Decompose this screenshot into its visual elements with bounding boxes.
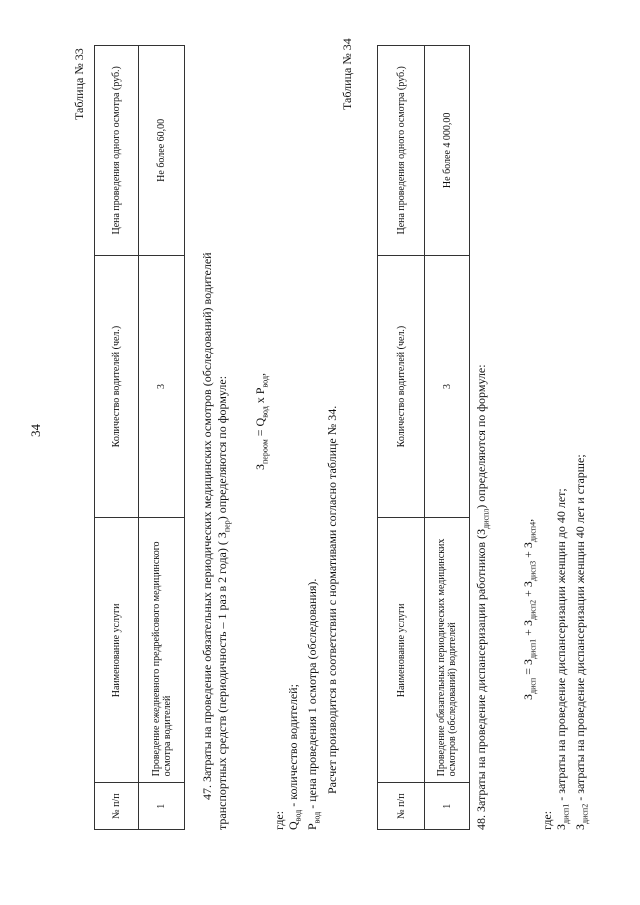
where47-calc: Расчет производится в соответствии с нормативами согласно таблице № 34. bbox=[324, 405, 339, 794]
table34-caption: Таблица № 34 bbox=[340, 38, 354, 110]
paragraph-47 bbox=[200, 252, 234, 830]
paragraph-48: 48. Затраты на проведение диспансеризации работников $(З_{диспл})$ определяются по формуле: bbox=[474, 364, 491, 830]
where48-item1: $З_{дисп1}$ - затраты на проведение диспансеризации женщин до 40 лет; bbox=[554, 488, 571, 830]
table33-cell-service: Проведение ежедневного предрейсового медицинского осмотра водителей bbox=[139, 518, 185, 783]
where-48 bbox=[540, 454, 593, 830]
table33-cell-price: Не более 60,00 bbox=[139, 46, 185, 256]
where47-p: $Р_{вод}$ - цена проведения 1 осмотра (обследования). bbox=[305, 578, 322, 830]
where47-label: где: bbox=[272, 810, 286, 830]
table34-cell-service: Проведение обязательных периодических медицинских осмотров (обследований) водителей bbox=[425, 518, 470, 783]
table34-header-service: Наименование услуги bbox=[378, 518, 425, 783]
table34-header-drivers: Количество водителей (чел.) bbox=[378, 255, 425, 518]
table34-cell-num: 1 bbox=[425, 783, 470, 830]
table33-cell-drivers: 3 bbox=[139, 255, 185, 518]
para47-line1: 47. Затраты на проведение обязательных периодических медицинских осмотров (обследований) водителей bbox=[200, 252, 214, 800]
table33-header-num: № п/п bbox=[95, 783, 139, 830]
table33-header-drivers: Количество водителей (чел.) bbox=[95, 255, 139, 518]
formula-47: $З_{пероом} = Q_{вод}$ х $Р_{вод}$, bbox=[253, 372, 270, 470]
table34-cell-drivers: 3 bbox=[425, 255, 470, 518]
where47-q: $Q_{вод}$ - количество водителей; bbox=[286, 684, 303, 830]
table33-caption: Таблица № 33 bbox=[72, 48, 86, 120]
table33-header-service: Наименование услуги bbox=[95, 518, 139, 783]
table34-header-num: № п/п bbox=[378, 783, 425, 830]
table34-cell-price: Не более 4 000,00 bbox=[425, 46, 470, 256]
table33-header-price: Цена проведения одного осмотра (руб.) bbox=[95, 46, 139, 256]
page-number: 34 bbox=[28, 424, 43, 437]
formula-48: $З_{дисп} = З_{дисп1} + З_{дисп2} + З_{дисп3} + З_{дисп4}$, bbox=[521, 518, 538, 700]
para47-line2: транспортных средств (периодичность – 1 раз в 2 года) ( $З_{пер}$) определяются по формуле: bbox=[215, 375, 232, 830]
table33 bbox=[94, 45, 185, 830]
where48-item2: $З_{дисп2}$ - затраты на проведение диспансеризации женщин 40 лет и старше; bbox=[573, 454, 590, 830]
table34 bbox=[377, 45, 470, 830]
table33-cell-num: 1 bbox=[139, 783, 185, 830]
where-47 bbox=[272, 406, 339, 830]
table34-header-price: Цена проведения одного осмотра (руб.) bbox=[378, 46, 425, 256]
where48-label: где: bbox=[540, 810, 554, 830]
